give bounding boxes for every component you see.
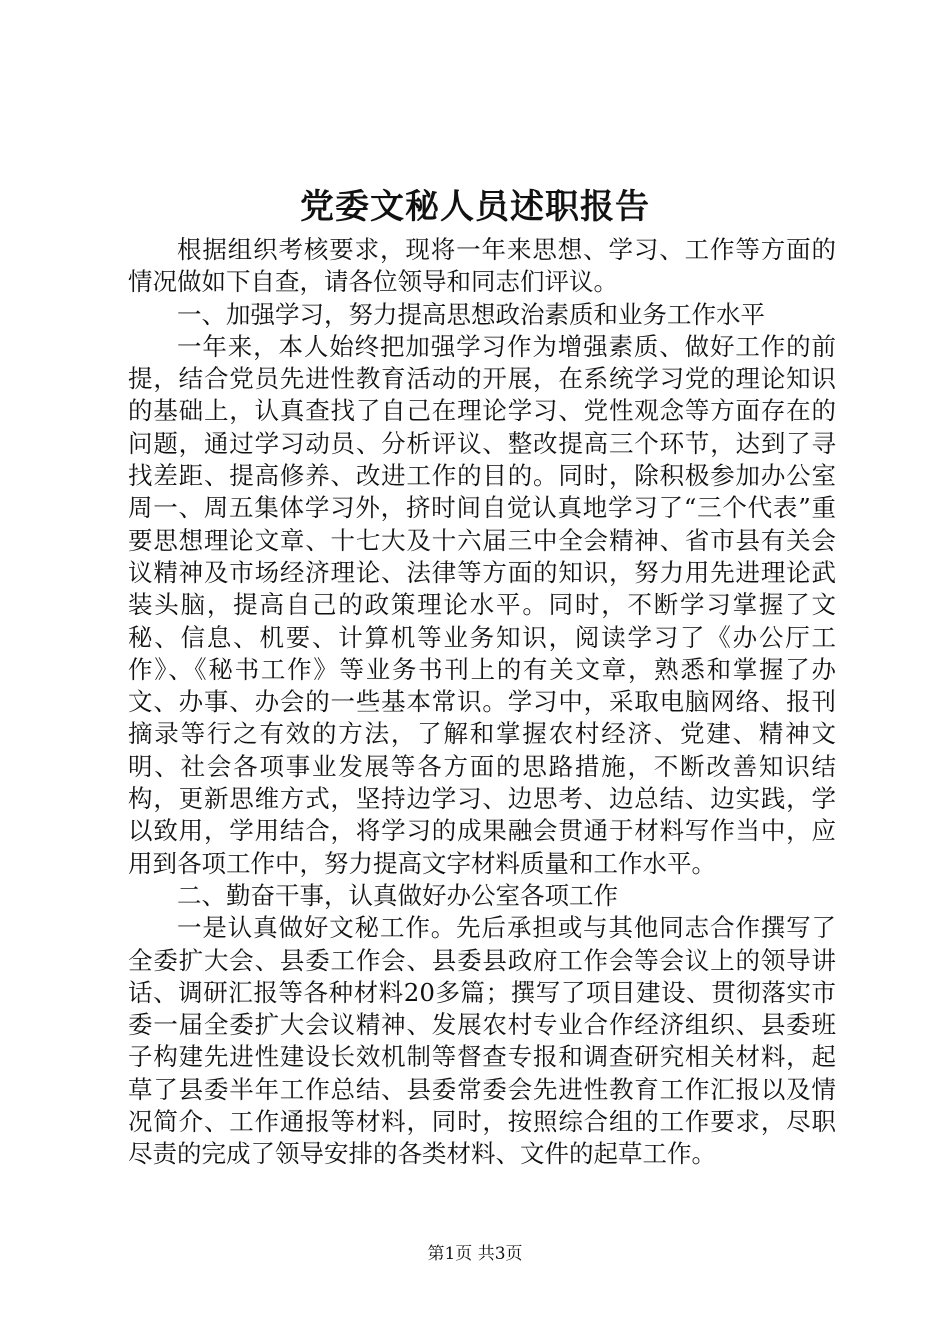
page-footer (0, 1242, 950, 1266)
paragraph-study: 一年来，本人始终把加强学习作为增强素质、做好工作的前提，结合党员先进性教育活动的开展，在系统学习党的理论知识的基础上，认真查找了自己在理论学习、党性观念等方面存在的问题，通过学习动员、分析评议、整改提高三个环节，达到了寻找差距、提高修养、改进工作的目的。同时，除积极参加办公室周一、周五集体学习外，挤时间自觉认真地学习了“三个代表”重要思想理论文章、十七大及十六届三中全会精神、省市县有关会议精神及市场经济理论、法律等方面的知识，努力用先进理论武装头脑，提高自己的政策理论水平。同时，不断学习掌握了文秘、信息、机要、计算机等业务知识，阅读学习了《办公厅工作》、《秘书工作》等业务书刊上的有关文章，熟悉和掌握了办文、办事、办会的一些基本常识。学习中，采取电脑网络、报刊摘录等行之有效的方法，了解和掌握农村经济、党建、精神文明、社会各项事业发展等各方面的思路措施，不断改善知识结构，更新思维方式，坚持边学习、边思考、边总结、边实践，学以致用，学用结合，将学习的成果融会贯通于材料写作当中，应用到各项工作中，努力提高文字材料质量和工作水平。 (128, 331, 836, 878)
document-title: 党委文秘人员述职报告 (300, 187, 650, 227)
paragraph-secretarial-work: 一是认真做好文秘工作。先后承担或与其他同志合作撰写了全委扩大会、县委工作会、县委县政府工作会等会议上的领导讲话、调研汇报等各种材料20多篇；撰写了项目建设、贯彻落实市委一届全委扩大会议精神、发展农村专业合作经济组织、县委班子构建先进性建设长效机制等督查专报和调查研究相关材料，起草了县委半年工作总结、县委常委会先进性教育工作汇报以及情况简介、工作通报等材料，同时，按照综合组的工作要求，尽职尽责的完成了领导安排的各类材料、文件的起草工作。 (128, 913, 836, 1169)
page-number: 第1页 (427, 1244, 473, 1264)
paragraph-intro: 根据组织考核要求，现将一年来思想、学习、工作等方面的情况做如下自查，请各位领导和同志们评议。 (128, 235, 836, 297)
section-heading-2: 二、勤奋干事，认真做好办公室各项工作 (177, 880, 618, 910)
document-body (128, 234, 836, 1171)
page-total: 共3页 (477, 1244, 523, 1264)
section-heading-1: 一、加强学习，努力提高思想政治素质和业务工作水平 (177, 299, 765, 329)
